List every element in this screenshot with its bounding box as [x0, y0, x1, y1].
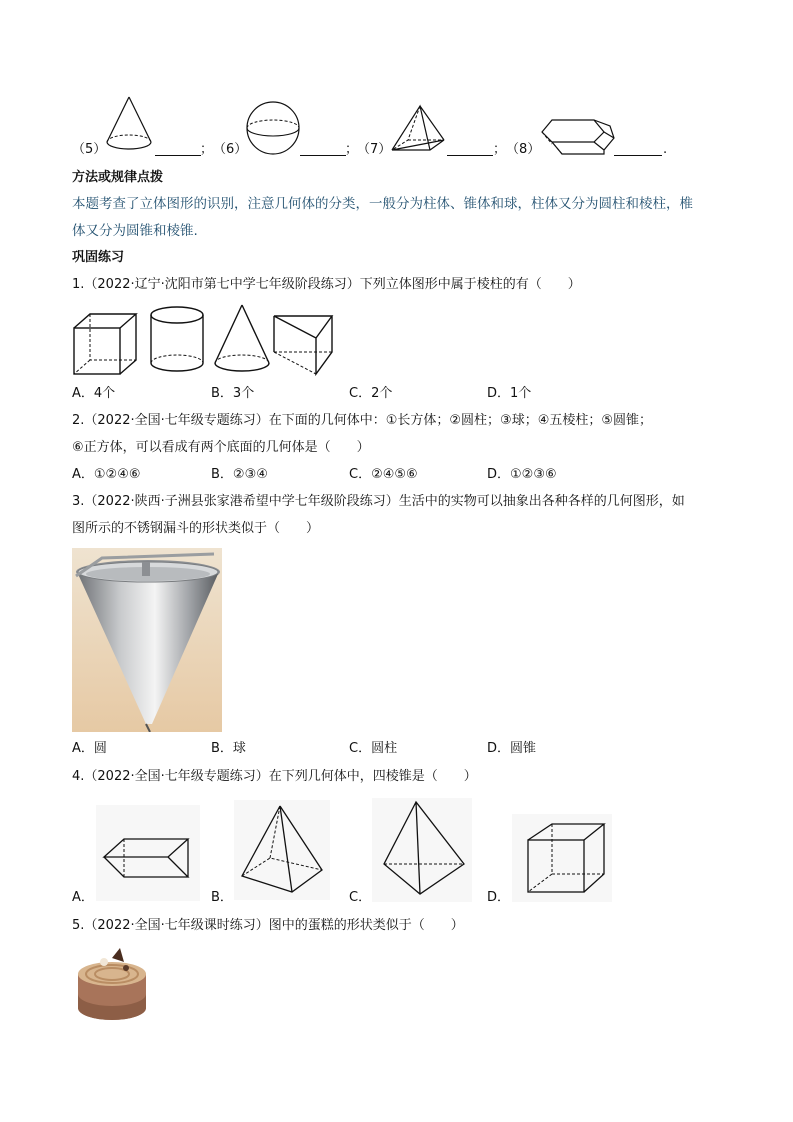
sphere-figure-6 — [245, 100, 301, 156]
cylinder-figure — [148, 305, 206, 375]
sep-6: ； — [345, 142, 359, 157]
cake-photo — [72, 944, 152, 1028]
pyramid-figure-7 — [390, 104, 446, 156]
triangular-prism-figure — [272, 312, 336, 376]
label-5: （5） — [72, 142, 107, 157]
answer-blank-7[interactable] — [447, 143, 493, 156]
q1-option-a[interactable]: A．4个 — [72, 386, 116, 401]
prism-figure-8 — [538, 112, 616, 158]
cone-figure — [212, 303, 272, 375]
q2-option-a[interactable]: A．①②④⑥ — [72, 467, 141, 482]
label-8: （8） — [506, 142, 541, 157]
label-7: （7） — [357, 142, 392, 157]
q3-option-a[interactable]: A．圆 — [72, 741, 107, 756]
q3-stem-line1: 3.（2022·陕西·子洲县张家港希望中学七年级阶段练习）生活中的实物可以抽象出各种各样的几何图形，如 — [72, 494, 685, 509]
sep-5: ； — [200, 142, 214, 157]
cone-figure-5 — [104, 95, 154, 155]
triangular-prism-option-figure — [96, 805, 200, 901]
q1-stem: 1.（2022·辽宁·沈阳市第七中学七年级阶段练习）下列立体图形中属于棱柱的有（ ） — [72, 277, 581, 292]
q3-option-b[interactable]: B．球 — [211, 741, 246, 756]
q3-option-d[interactable]: D．圆锥 — [487, 741, 537, 756]
q2-option-d[interactable]: D．①②③⑥ — [487, 467, 557, 482]
method-text-line1: 本题考查了立体图形的识别，注意几何体的分类，一般分为柱体、锥体和球，柱体又分为圆柱和棱柱，椎 — [72, 196, 693, 212]
label-6: （6） — [213, 142, 248, 157]
q4-stem: 4.（2022·全国·七年级专题练习）在下列几何体中，四棱锥是（ ） — [72, 769, 477, 784]
q2-option-b[interactable]: B．②③④ — [211, 467, 268, 482]
q2-stem-line1: 2.（2022·全国·七年级专题练习）在下面的几何体中：①长方体；②圆柱；③球；④五棱柱；⑤圆锥； — [72, 413, 653, 428]
sep-8: . — [663, 142, 668, 157]
practice-heading: 巩固练习 — [72, 250, 125, 265]
method-text-line2: 体又分为圆锥和棱锥. — [72, 223, 198, 239]
cube-figure — [72, 312, 138, 376]
answer-blank-5[interactable] — [155, 143, 201, 156]
q5-stem: 5.（2022·全国·七年级课时练习）图中的蛋糕的形状类似于（ ） — [72, 918, 464, 933]
sep-7: ； — [493, 142, 507, 157]
method-heading: 方法或规律点拨 — [72, 170, 164, 185]
q4-option-c[interactable]: C． — [349, 890, 372, 905]
q1-option-d[interactable]: D．1个 — [487, 386, 532, 401]
q2-option-c[interactable]: C．②④⑤⑥ — [349, 467, 418, 482]
q1-option-c[interactable]: C．2个 — [349, 386, 393, 401]
answer-blank-6[interactable] — [300, 143, 346, 156]
q3-stem-line2: 图所示的不锈钢漏斗的形状类似于（ ） — [72, 521, 320, 536]
answer-blank-8[interactable] — [614, 143, 662, 156]
q4-option-a[interactable]: A． — [72, 890, 94, 905]
square-pyramid-figure — [234, 800, 330, 900]
funnel-photo — [72, 548, 222, 736]
tetrahedron-figure — [372, 798, 472, 902]
q4-option-b[interactable]: B． — [211, 890, 233, 905]
q3-option-c[interactable]: C．圆柱 — [349, 741, 398, 756]
q4-option-d[interactable]: D． — [487, 890, 511, 905]
q1-option-b[interactable]: B．3个 — [211, 386, 255, 401]
cube-option-figure — [512, 814, 612, 902]
q2-stem-line2: ⑥正方体，可以看成有两个底面的几何体是（ ） — [72, 440, 370, 455]
